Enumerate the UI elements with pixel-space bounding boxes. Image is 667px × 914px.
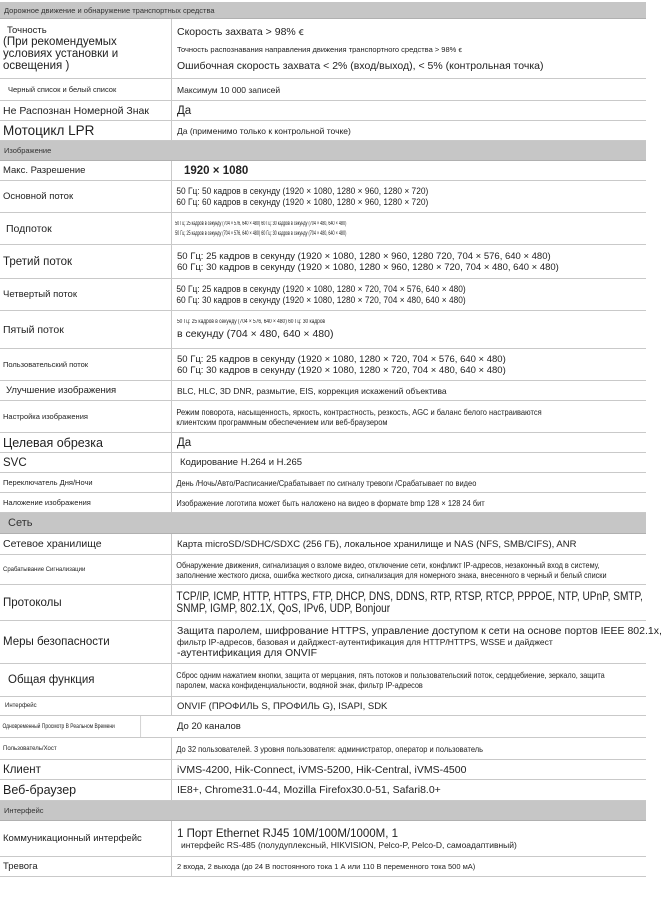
label-live-view xyxy=(0,716,141,737)
label-text: Не Распознан Номерной Знак xyxy=(3,104,149,117)
section-header-interface xyxy=(0,801,646,821)
value-line: клиентским программным обеспечением или веб-браузером xyxy=(176,416,388,427)
row-protocols xyxy=(0,585,646,621)
row-browser xyxy=(0,780,646,801)
value-text: iVMS-4200, Hik-Connect, iVMS-5200, Hik-Central, iVMS-4500 xyxy=(177,763,467,776)
value-line: 50 Гц: 25 кадров в секунду (704 × 576, 640 × 480) 60 Гц: 30 кадров в секунду (704 × 480, 640 × 480) xyxy=(175,230,347,237)
value-line: Скорость захвата > 98% ꞓ xyxy=(177,26,304,38)
label-text: Макс. Разрешение xyxy=(3,165,86,176)
row-enhance xyxy=(0,381,646,401)
label-crop xyxy=(0,433,172,452)
value-text: Максимум 10 000 записей xyxy=(177,84,281,95)
value-moto xyxy=(172,121,646,140)
label-text: Пользователь/Хост xyxy=(3,745,57,752)
value-general xyxy=(172,664,609,696)
value-text: До 20 каналов xyxy=(177,721,241,732)
row-daynight xyxy=(0,473,646,493)
value-crop xyxy=(172,433,646,452)
label-custom-stream xyxy=(0,349,172,380)
label-text: Наложение изображения xyxy=(3,498,91,507)
label-text: Одновременный Просмотр В Реальном Времени xyxy=(2,723,115,730)
label-text: Общая функция xyxy=(8,674,95,686)
label-text: Улучшение изображения xyxy=(6,385,117,396)
value-line: TCP/IP, ICMP, HTTP, HTTPS, FTP, DHCP, DNS, DDNS, RTP, RTSP, RTCP, PPPOE, NTP, UPnP, SMTP, xyxy=(176,590,643,603)
label-comm-interface xyxy=(0,821,172,856)
label-text: Клиент xyxy=(3,763,41,776)
value-line: Защита паролем, шифрование HTTPS, управление доступом к сети на основе портов IEEE 802.1x, xyxy=(177,625,662,637)
value-text: ONVIF (ПРОФИЛЬ S, ПРОФИЛЬ G), ISAPI, SDK xyxy=(177,700,388,712)
section-title: Сеть xyxy=(8,517,33,529)
label-image-settings xyxy=(0,401,172,432)
value-text: День /Ночь/Авто/Расписание/Срабатывает по сигналу тревоги /Срабатывает по видео xyxy=(176,477,477,488)
value-fifth-stream xyxy=(172,311,646,348)
label-security xyxy=(0,621,172,663)
label-text: Третий поток xyxy=(3,255,73,268)
value-alarm-trigger xyxy=(172,555,611,584)
value-text: До 32 пользователей. 3 уровня пользователя: администратор, оператор и пользователь xyxy=(176,743,484,754)
row-users xyxy=(0,738,646,760)
value-main-stream xyxy=(172,181,589,212)
value-overlay xyxy=(172,493,589,512)
value-line: 60 Гц: 30 кадров в секунду (1920 × 1080, 1280 × 720, 704 × 480, 640 × 480) xyxy=(177,364,506,376)
label-third-stream xyxy=(0,245,172,278)
value-line: 50 Гц: 25 кадров в секунду (704 × 576, 640 × 480) 60 Гц: 30 кадров в секунду (704 × 480, 640 × 480) xyxy=(175,220,347,227)
value-line: заполнение жесткого диска, ошибка жесткого диска, сигнализация для номерного знака, внесенного в черный и белый списки xyxy=(176,569,607,580)
label-line: Точность xyxy=(7,25,47,36)
label-alarm-io xyxy=(0,857,172,876)
value-browser xyxy=(172,780,646,800)
row-fourth-stream xyxy=(0,279,646,311)
row-main-stream xyxy=(0,181,646,213)
value-line: Точность распознавания направления движения транспортного средства > 98% ꞓ xyxy=(177,45,462,54)
label-text: Переключатель Дня/Ночи xyxy=(3,478,93,487)
value-line: 50 Гц: 25 кадров в секунду (1920 × 1080, 1280 × 720, 704 × 576, 640 × 480) xyxy=(177,353,506,365)
value-api xyxy=(172,697,646,715)
section-title: Изображение xyxy=(4,146,52,155)
row-security xyxy=(0,621,662,664)
row-image-settings xyxy=(0,401,646,433)
label-text: Целевая обрезка xyxy=(3,435,103,450)
row-api xyxy=(0,697,646,716)
value-line: 50 Гц: 50 кадров в секунду (1920 × 1080, 1280 × 960, 1280 × 720) xyxy=(176,185,429,197)
value-daynight xyxy=(172,473,589,492)
row-accuracy xyxy=(0,19,646,79)
label-text: Основной поток xyxy=(3,191,74,202)
value-users xyxy=(172,738,589,759)
value-image-settings xyxy=(172,401,589,432)
value-security xyxy=(172,621,667,663)
label-main-stream xyxy=(0,181,172,212)
label-overlay xyxy=(0,493,172,512)
value-line: паролем, маска конфиденциальности, водяной знак, фильтр IP-адресов xyxy=(176,680,423,690)
label-text: Веб-браузер xyxy=(3,783,77,797)
value-line: Режим поворота, насыщенность, яркость, контрастность, резкость, AGC и баланс белого настраиваются xyxy=(176,406,542,417)
label-storage xyxy=(0,534,172,554)
row-crop xyxy=(0,433,646,453)
value-unrecognized xyxy=(172,101,646,120)
row-svc xyxy=(0,453,646,473)
label-general xyxy=(0,664,172,696)
label-api xyxy=(0,697,172,715)
value-sub-stream xyxy=(172,213,466,244)
value-alarm-io xyxy=(172,857,646,876)
row-alarm-io xyxy=(0,857,646,877)
value-text: 2 входа, 2 выхода (до 24 В постоянного тока 1 А или 110 В переменного тока 500 мА) xyxy=(177,862,476,871)
label-maxres xyxy=(0,161,172,180)
section-header-network xyxy=(0,513,646,534)
label-text: Тревога xyxy=(3,861,38,872)
row-maxres xyxy=(0,161,646,181)
value-enhance xyxy=(172,381,646,400)
value-line: Ошибочная скорость захвата < 2% (вход/выход), < 5% (контрольная точка) xyxy=(177,60,544,72)
label-alarm-trigger xyxy=(0,555,172,584)
label-text: Коммуникационный интерфейс xyxy=(3,833,142,844)
value-line: -аутентификация для ONVIF xyxy=(177,647,318,659)
label-text: Черный список и белый список xyxy=(8,85,117,94)
value-text: Изображение логотипа может быть наложено на видео в формате bmp 128 × 128 24 бит xyxy=(176,497,485,508)
value-text: Да xyxy=(177,104,192,117)
label-text: Сетевое хранилище xyxy=(3,538,102,550)
row-moto xyxy=(0,121,646,141)
row-client xyxy=(0,760,646,780)
value-line: SNMP, IGMP, 802.1X, QoS, IPv6, UDP, Bonjour xyxy=(176,602,391,615)
value-line: 50 Гц: 25 кадров в секунду (1920 × 1080, 1280 × 960, 1280 720, 704 × 576, 640 × 480) xyxy=(177,250,551,262)
row-blacklist xyxy=(0,79,646,101)
value-text: Да xyxy=(177,436,192,449)
label-text: Пятый поток xyxy=(3,323,64,336)
label-line: условиях установки и xyxy=(3,48,119,60)
row-live-view xyxy=(0,716,646,738)
value-text: Карта microSD/SDHC/SDXC (256 ГБ), локальное хранилище и NAS (NFS, SMB/CIFS), ANR xyxy=(177,538,577,550)
value-text: IE8+, Chrome31.0-44, Mozilla Firefox30.0-51, Safari8.0+ xyxy=(177,784,441,796)
value-line: 50 Гц: 25 кадров в секунду (704 × 576, 640 × 480) 60 Гц: 30 кадров xyxy=(177,319,326,325)
row-third-stream xyxy=(0,245,646,279)
label-accuracy xyxy=(0,19,172,78)
value-comm-interface xyxy=(172,821,646,856)
value-line: в секунду (704 × 480, 640 × 480) xyxy=(177,328,334,340)
label-users xyxy=(0,738,172,759)
row-fifth-stream xyxy=(0,311,646,349)
row-custom-stream xyxy=(0,349,646,381)
label-sub-stream xyxy=(0,213,172,244)
value-line: 60 Гц: 60 кадров в секунду (1920 × 1080, 1280 × 960, 1280 × 720) xyxy=(176,196,429,208)
label-client xyxy=(0,760,172,779)
label-text: Срабатывание Сигнализации xyxy=(3,566,86,573)
value-blacklist xyxy=(172,79,646,100)
value-line: 50 Гц: 25 кадров в секунду (1920 × 1080, 1280 × 720, 704 × 576, 640 × 480) xyxy=(176,283,466,295)
section-header-image xyxy=(0,141,646,161)
value-accuracy xyxy=(172,19,646,78)
label-unrecognized xyxy=(0,101,172,120)
row-comm-interface xyxy=(0,821,646,857)
row-sub-stream xyxy=(0,213,646,245)
spec-sheet xyxy=(0,2,662,877)
value-line: интерфейс RS-485 (полудуплексный, HIKVISION, Pelco-P, Pelco-D, самоадаптивный) xyxy=(181,839,517,850)
value-line: 60 Гц: 30 кадров в секунду (1920 × 1080, 1280 × 720, 704 × 480, 640 × 480) xyxy=(176,294,466,306)
row-general xyxy=(0,664,646,697)
label-text: Протоколы xyxy=(3,596,62,609)
label-text: Настройка изображения xyxy=(3,412,88,421)
row-unrecognized xyxy=(0,101,646,121)
value-custom-stream xyxy=(172,349,646,380)
value-text: 1920 × 1080 xyxy=(184,164,249,177)
row-alarm-trigger xyxy=(0,555,646,585)
value-line: Обнаружение движения, сигнализация о взломе видео, отключение сети, конфликт IP-адресов, незаконный вход в систему, xyxy=(176,559,600,570)
label-text: Меры безопасности xyxy=(3,636,110,648)
label-svc xyxy=(0,453,172,472)
section-title: Дорожное движение и обнаружение транспортных средства xyxy=(4,5,215,15)
section-title: Интерфейс xyxy=(4,806,44,815)
label-line: освещения ) xyxy=(3,60,70,72)
value-client xyxy=(172,760,646,779)
value-live-view xyxy=(172,716,646,737)
label-daynight xyxy=(0,473,172,492)
value-text: BLC, HLC, 3D DNR, размытие, EIS, коррекция искажений объектива xyxy=(177,385,447,396)
value-line: фильтр IP-адресов, базовая и дайджест-аутентификация для HTTP/HTTPS, WSSE и дайджест xyxy=(177,637,553,647)
label-protocols xyxy=(0,585,172,620)
value-fourth-stream xyxy=(172,279,589,310)
row-storage xyxy=(0,534,646,555)
value-storage xyxy=(172,534,646,554)
label-text: Интерфейс xyxy=(5,703,37,709)
label-browser xyxy=(0,780,172,800)
value-protocols xyxy=(172,585,647,620)
label-fifth-stream xyxy=(0,311,172,348)
label-blacklist xyxy=(0,79,172,100)
value-third-stream xyxy=(172,245,646,278)
value-line: Сброс одним нажатием кнопки, защита от мерцания, пять потоков и пользовательский поток, сердцебиение, зеркало, защита xyxy=(176,670,605,680)
value-svc xyxy=(172,453,646,472)
label-text: Подпоток xyxy=(6,222,52,235)
label-fourth-stream xyxy=(0,279,172,310)
value-text: Да (применимо только к контрольной точке) xyxy=(177,125,351,136)
value-line: 1 Порт Ethernet RJ45 10M/100M/1000M, 1 xyxy=(177,827,399,840)
label-text: Четвертый поток xyxy=(3,289,77,300)
row-overlay xyxy=(0,493,646,513)
label-text: SVC xyxy=(3,456,27,469)
label-line: (При рекомендуемых xyxy=(3,36,117,48)
value-maxres xyxy=(172,161,646,180)
label-text: Пользовательский поток xyxy=(3,360,89,369)
label-text: Мотоцикл LPR xyxy=(3,123,95,138)
label-enhance xyxy=(0,381,172,400)
section-header-traffic xyxy=(0,2,646,19)
label-moto xyxy=(0,121,172,140)
value-line: 60 Гц: 30 кадров в секунду (1920 × 1080, 1280 × 960, 1280 × 720, 704 × 480, 640 × 480) xyxy=(177,261,559,273)
value-text: Кодирование H.264 и H.265 xyxy=(180,457,303,468)
